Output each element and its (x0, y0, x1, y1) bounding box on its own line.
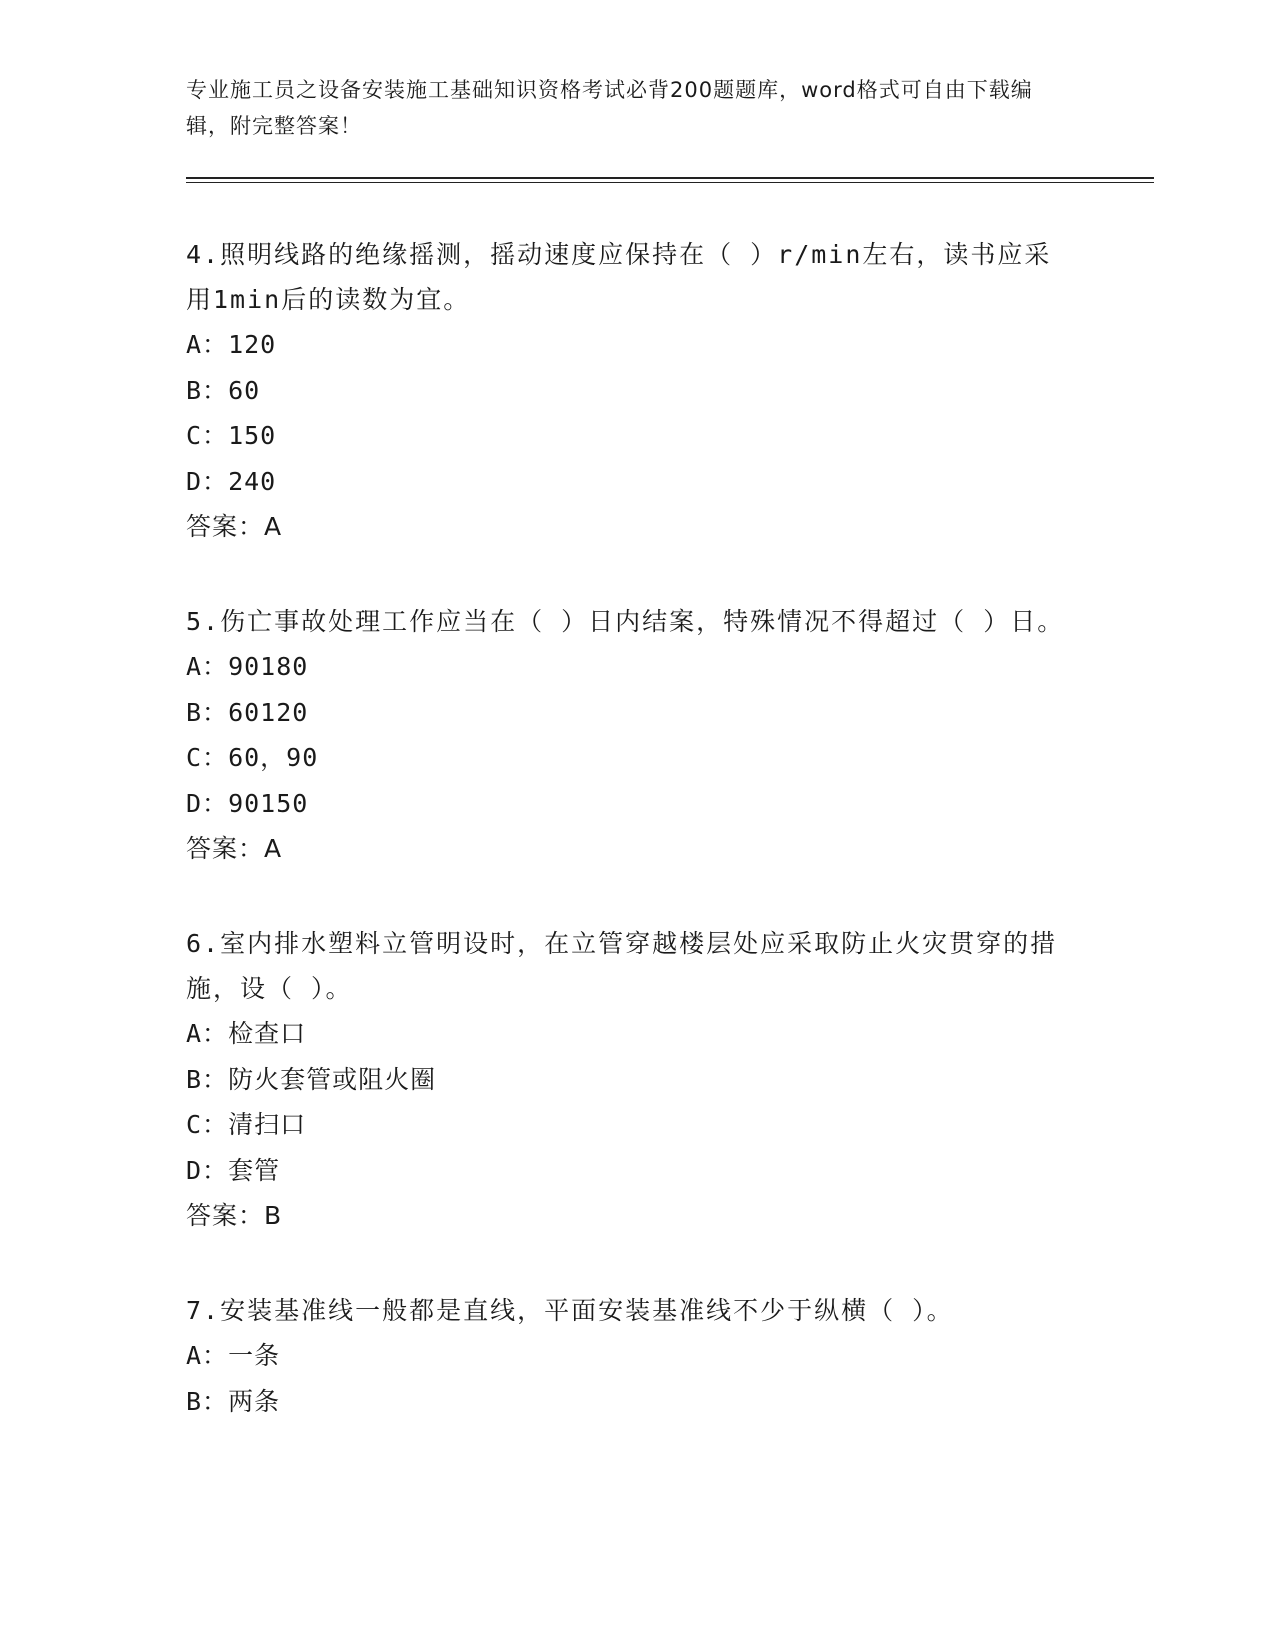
option-value: 清扫口 (228, 1110, 307, 1139)
option-a (186, 322, 1076, 368)
option-value: 90180 (228, 652, 309, 681)
option-value: 60，90 (228, 743, 319, 772)
question-7 (186, 1288, 1076, 1424)
option-value: 90150 (228, 788, 309, 818)
option-value: 两条 (228, 1386, 281, 1416)
option-label: D： (186, 1155, 229, 1185)
question-5 (186, 599, 1076, 871)
option-b (186, 1057, 1076, 1103)
question-text: 7.安装基准线一般都是直线，平面安装基准线不少于纵横（ ）。 (186, 1296, 954, 1325)
question-text: 6.室内排水塑料立管明设时，在立管穿越楼层处应采取防止火灾贯穿的措施，设（ ）。 (186, 929, 1058, 1003)
option-value: 60 (228, 375, 261, 405)
option-label: D： (186, 788, 229, 818)
option-label: B： (186, 1386, 229, 1416)
header-divider-thin (186, 182, 1154, 183)
option-b (186, 690, 1076, 736)
option-a (186, 1011, 1076, 1057)
option-b (186, 1379, 1076, 1425)
answer: 答案：B (186, 1201, 283, 1230)
option-d (186, 781, 1076, 827)
option-label: A： (186, 1019, 229, 1048)
option-d (186, 459, 1076, 505)
option-value: 120 (228, 330, 277, 359)
option-value: 检查口 (228, 1019, 307, 1048)
option-value: 240 (228, 466, 277, 496)
option-c (186, 413, 1076, 459)
question-text: 5.伤亡事故处理工作应当在（ ）日内结案，特殊情况不得超过（ ）日。 (186, 607, 1065, 636)
document-header: 专业施工员之设备安装施工基础知识资格考试必背200题题库，word格式可自由下载编辑，附完整答案！ (186, 78, 1033, 138)
header-divider-thick (186, 177, 1154, 179)
option-label: B： (186, 697, 229, 727)
option-value: 套管 (228, 1155, 281, 1185)
option-d (186, 1148, 1076, 1194)
option-c (186, 735, 1076, 781)
option-value: 150 (228, 421, 277, 450)
option-label: A： (186, 330, 229, 359)
option-label: C： (186, 421, 229, 450)
option-label: D： (186, 466, 229, 496)
option-label: C： (186, 743, 229, 772)
option-label: C： (186, 1110, 229, 1139)
option-a (186, 1333, 1076, 1379)
option-c (186, 1102, 1076, 1148)
question-list (186, 232, 1076, 1474)
question-text: 4.照明线路的绝缘摇测，摇动速度应保持在（ ）r/min左右，读书应采用1min后的读数为宜。 (186, 240, 1052, 314)
option-value: 一条 (228, 1341, 281, 1370)
answer: 答案：A (186, 512, 283, 541)
option-label: B： (186, 375, 229, 405)
option-b (186, 368, 1076, 414)
option-value: 防火套管或阻火圈 (228, 1064, 437, 1094)
question-4 (186, 232, 1076, 549)
question-6 (186, 921, 1076, 1238)
option-label: A： (186, 652, 229, 681)
option-label: B： (186, 1064, 229, 1094)
option-value: 60120 (228, 697, 309, 727)
option-a (186, 644, 1076, 690)
answer: 答案：A (186, 834, 283, 863)
option-label: A： (186, 1341, 229, 1370)
